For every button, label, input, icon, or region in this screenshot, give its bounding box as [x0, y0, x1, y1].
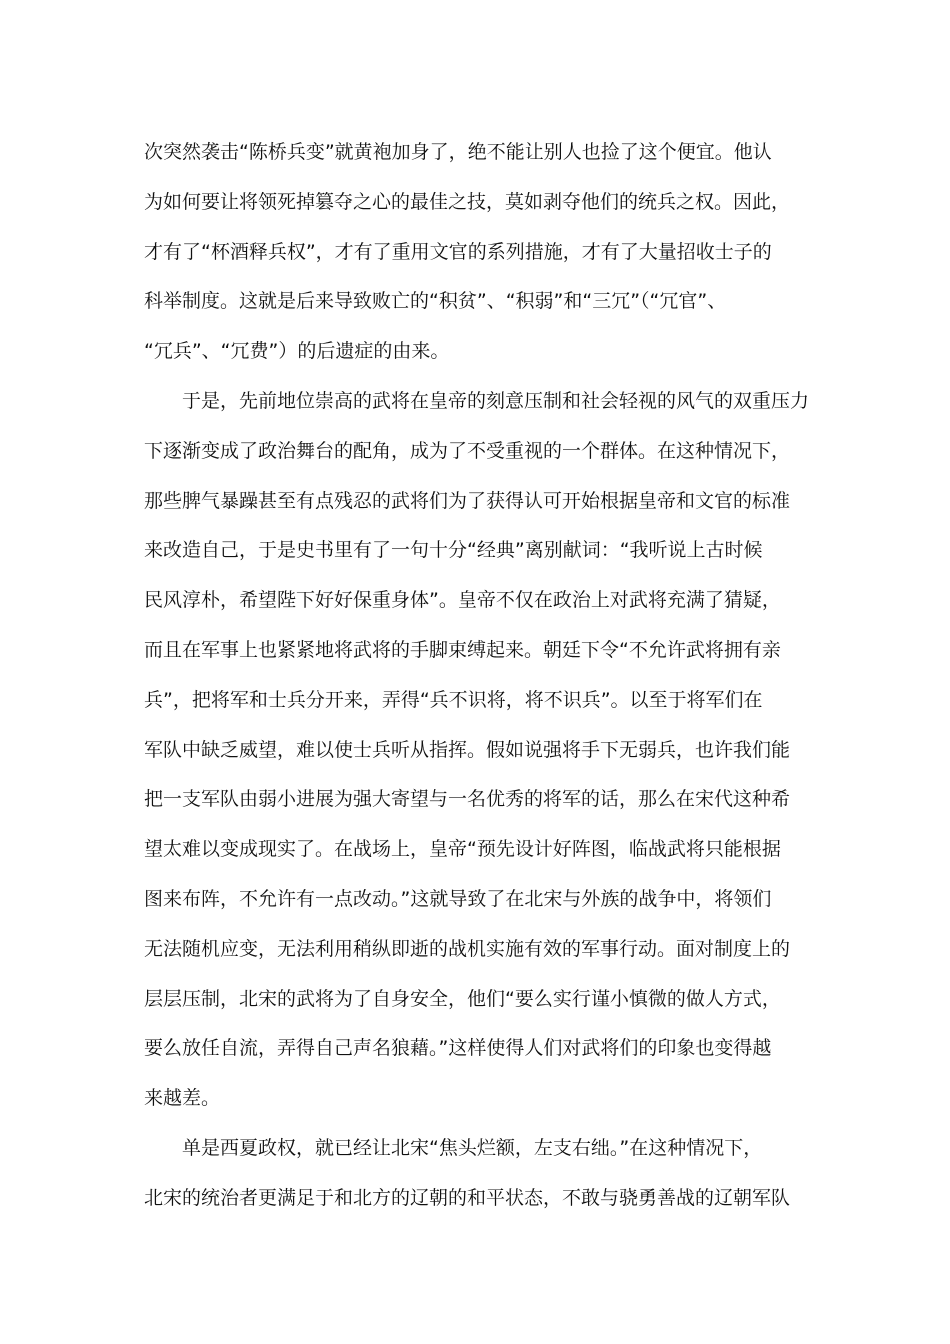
text-line: 军队中缺乏威望，难以使士兵听从指挥。假如说强将手下无弱兵，也许我们能 — [144, 738, 791, 761]
text-line: 图来布阵，不允许有一点改动。”这就导致了在北宋与外族的战争中，将领们 — [144, 887, 772, 910]
text-line: 望太难以变成现实了。在战场上，皇帝“预先设计好阵图，临战武将只能根据 — [144, 838, 781, 861]
text-line: 把一支军队由弱小进展为强大寄望与一名优秀的将军的话，那么在宋代这种希 — [144, 788, 791, 811]
text-line: 为如何要让将领死掉篡夺之心的最佳之技，莫如剥夺他们的统兵之权。因此， — [144, 190, 791, 213]
text-line: 无法随机应变，无法利用稍纵即逝的战机实施有效的军事行动。面对制度上的 — [144, 937, 791, 960]
text-line: 来改造自己，于是史书里有了一句十分“经典”离别献词：“我听说上古时候 — [144, 539, 763, 562]
text-line: 民风淳朴，希望陛下好好保重身体”。皇帝不仅在政治上对武将充满了猜疑， — [144, 589, 781, 612]
text-line: 科举制度。这就是后来导致败亡的“积贫”、“积弱”和“三冗”（“冗官”、 — [144, 290, 727, 313]
text-line: 而且在军事上也紧紧地将武将的手脚束缚起来。朝廷下令“不允许武将拥有亲 — [144, 638, 781, 661]
text-line: 才有了“杯酒释兵权”，才有了重用文官的系列措施，才有了大量招收士子的 — [144, 240, 772, 263]
paragraph-start-line: 单是西夏政权，就已经让北宋“焦头烂额，左支右绌。”在这种情况下， — [182, 1136, 763, 1159]
text-line: 兵”，把将军和士兵分开来，弄得“兵不识将，将不识兵”。以至于将军们在 — [144, 688, 763, 711]
text-line: “冗兵”、“冗费”）的后遗症的由来。 — [144, 340, 450, 363]
paragraph-start-line: 于是，先前地位崇高的武将在皇帝的刻意压制和社会轻视的风气的双重压力 — [182, 389, 810, 412]
text-line: 来越差。 — [144, 1087, 221, 1110]
text-line: 下逐渐变成了政治舞台的配角，成为了不受重视的一个群体。在这种情况下， — [144, 439, 791, 462]
body-text — [144, 128, 810, 1224]
text-line: 层层压制，北宋的武将为了自身安全，他们“要么实行谨小慎微的做人方式， — [144, 987, 781, 1010]
text-line: 那些脾气暴躁甚至有点残忍的武将们为了获得认可开始根据皇帝和文官的标准 — [144, 489, 791, 512]
text-line: 要么放任自流，弄得自己声名狼藉。”这样使得人们对武将们的印象也变得越 — [144, 1037, 772, 1060]
text-line: 次突然袭击“陈桥兵变”就黄袍加身了，绝不能让别人也捡了这个便宜。他认 — [144, 141, 772, 163]
text-line: 北宋的统治者更满足于和北方的辽朝的和平状态，不敢与骁勇善战的辽朝军队 — [144, 1186, 791, 1209]
